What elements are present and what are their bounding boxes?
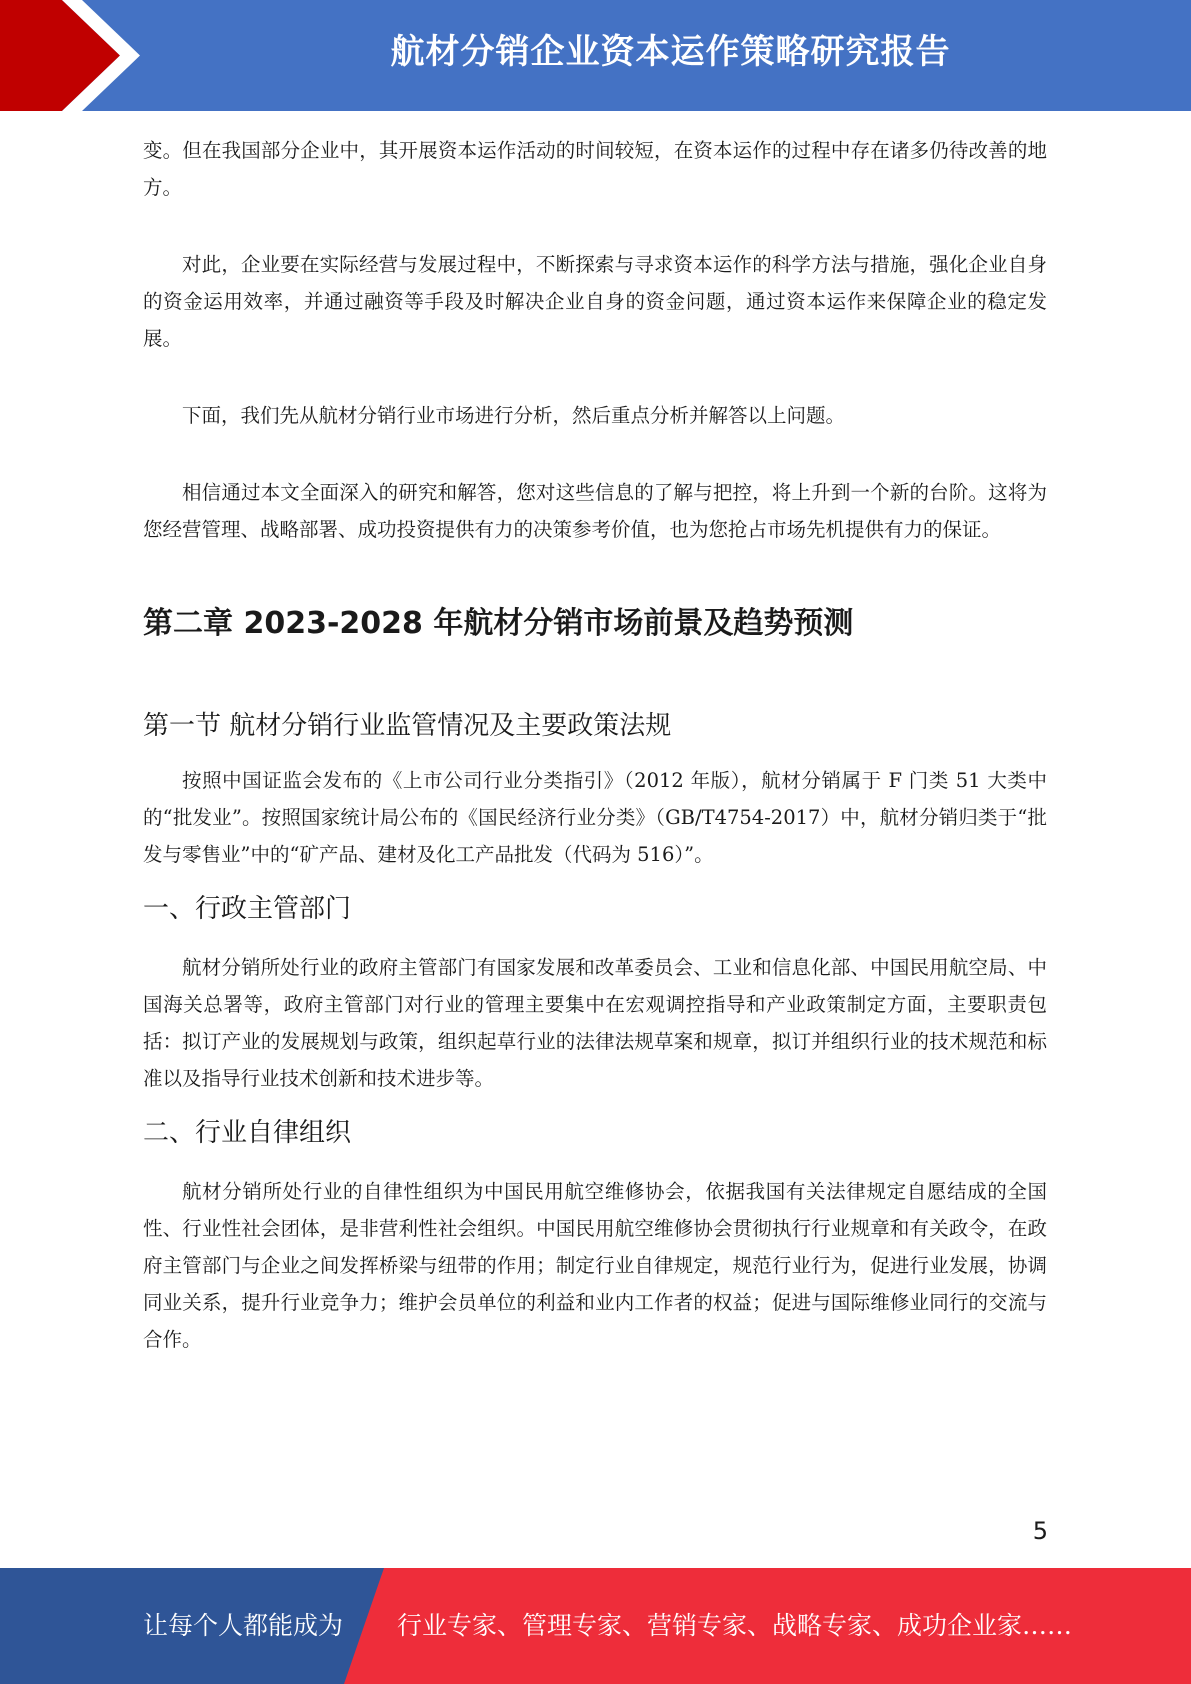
footer-banner	[0, 1568, 1191, 1684]
document-body	[143, 132, 1047, 1358]
body-paragraph: 航材分销所处行业的自律性组织为中国民用航空维修协会，依据我国有关法律规定自愿结成的全国性、行业性社会团体，是非营利性社会组织。中国民用航空维修协会贯彻执行行业规章和有关政令，在政府主管部门与企业之间发挥桥梁与纽带的作用；制定行业自律规定，规范行业行为，促进行业发展，协调同业关系，提升行业竞争力；维护会员单位的利益和业内工作者的权益；促进与国际维修业同行的交流与合作。	[143, 1180, 1047, 1351]
header-banner	[0, 0, 1191, 111]
body-paragraph: 下面，我们先从航材分销行业市场进行分析，然后重点分析并解答以上问题。	[182, 404, 846, 427]
chapter-title: 第二章 2023-2028 年航材分销市场前景及趋势预测	[143, 606, 854, 641]
subsection-title: 一、行政主管部门	[143, 894, 352, 924]
body-paragraph: 相信通过本文全面深入的研究和解答，您对这些信息的了解与把控，将上升到一个新的台阶。这将为您经营管理、战略部署、成功投资提供有力的决策参考价值，也为您抢占市场先机提供有力的保证。	[143, 481, 1047, 541]
header-arrow-decoration	[0, 0, 160, 111]
body-paragraph: 按照中国证监会发布的《上市公司行业分类指引》（2012 年版），航材分销属于 F 门类 51 大类中的“批发业”。按照国家统计局公布的《国民经济行业分类》（GB/T4754-2017）中，航材分销归类于“批发与零售业”中的“矿产品、建材及化工产品批发（代码为 516）”。	[143, 769, 1047, 866]
page-number: 5	[1032, 1517, 1048, 1545]
footer-slogan-right: 行业专家、管理专家、营销专家、战略专家、成功企业家……	[397, 1611, 1073, 1640]
footer-slogan-left: 让每个人都能成为	[143, 1611, 344, 1640]
body-paragraph: 变。但在我国部分企业中，其开展资本运作活动的时间较短，在资本运作的过程中存在诸多仍待改善的地方。	[143, 139, 1047, 199]
section-title: 第一节 航材分销行业监管情况及主要政策法规	[143, 711, 672, 741]
body-paragraph: 对此，企业要在实际经营与发展过程中，不断探索与寻求资本运作的科学方法与措施，强化企业自身的资金运用效率，并通过融资等手段及时解决企业自身的资金问题，通过资本运作来保障企业的稳定发展。	[143, 253, 1047, 350]
report-title: 航材分销企业资本运作策略研究报告	[390, 32, 951, 72]
body-paragraph: 航材分销所处行业的政府主管部门有国家发展和改革委员会、工业和信息化部、中国民用航空局、中国海关总署等，政府主管部门对行业的管理主要集中在宏观调控指导和产业政策制定方面，主要职责包括：拟订产业的发展规划与政策，组织起草行业的法律法规草案和规章，拟订并组织行业的技术规范和标准以及指导行业技术创新和技术进步等。	[143, 956, 1047, 1090]
subsection-title: 二、行业自律组织	[143, 1118, 352, 1148]
